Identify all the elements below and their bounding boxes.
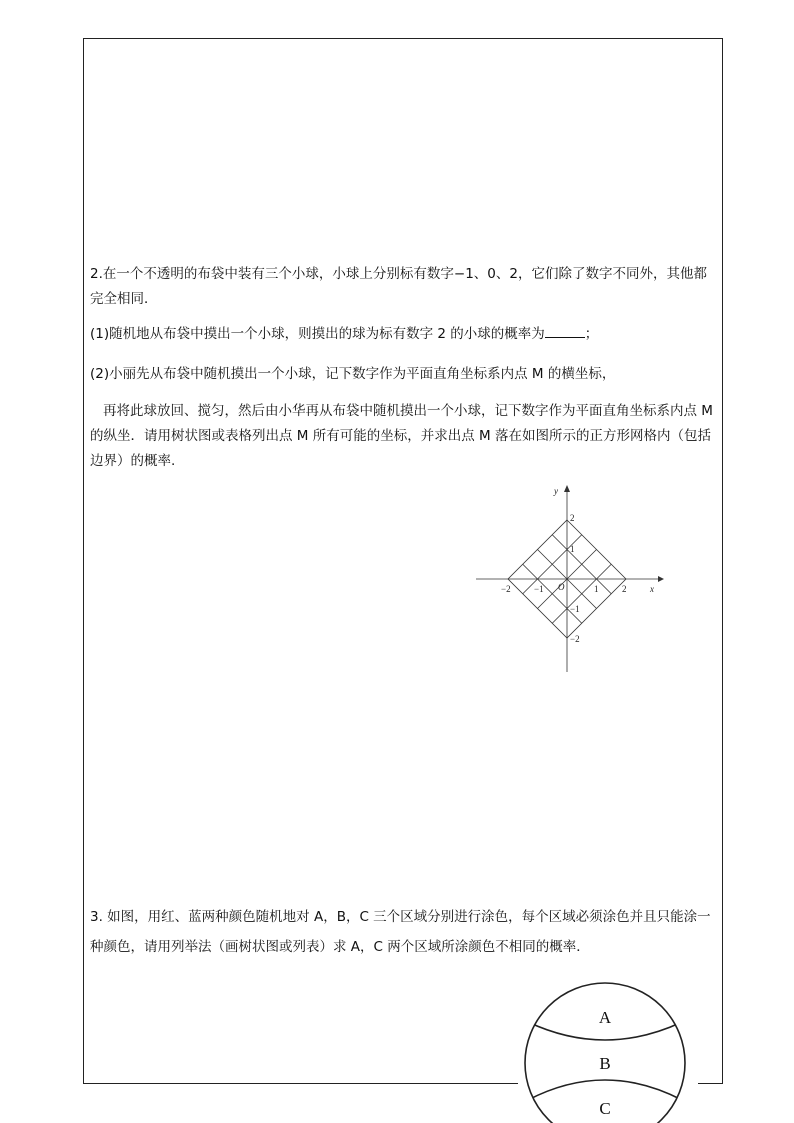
y-tick-label: 2: [570, 513, 575, 523]
x-tick-label: 1: [594, 584, 599, 594]
answer-blank: [545, 323, 585, 338]
x-tick-label: −1: [534, 584, 544, 594]
q2-part2-continued: 再将此球放回、搅匀，然后由小华再从布袋中随机摸出一个小球，记下数字作为平面直角坐标系内点 M 的纵坐．请用树状图或表格列出点 M 所有可能的坐标，并求出点 M 落在如图所示的正方形网格内（包括边界）的概率.: [90, 403, 713, 469]
coordinate-grid-figure: [470, 480, 670, 675]
origin-label: O: [558, 582, 565, 592]
x-axis-label: x: [650, 584, 654, 594]
q2-part1-text: (1)随机地从布袋中摸出一个小球，则摸出的球为标有数字 2 的小球的概率为: [90, 326, 545, 342]
y-tick-label: −1: [570, 604, 580, 614]
q2-intro: 2.在一个不透明的布袋中装有三个小球，小球上分别标有数字−1、0、2，它们除了数字不同外，其他都完全相同．: [90, 266, 707, 307]
y-tick-label: −2: [570, 634, 580, 644]
y-axis-arrow: [564, 485, 570, 492]
q3-text: 3. 如图，用红、蓝两种颜色随机地对 A，B，C 三个区域分别进行涂色，每个区域必须涂色并且只能涂一种颜色，请用列举法（画树状图或列表）求 A，C 两个区域所涂颜色不相同的概率．: [90, 909, 711, 955]
x-axis-arrow: [658, 576, 664, 582]
region-label-a: A: [598, 1008, 612, 1027]
q2-part2: (2)小丽先从布袋中随机摸出一个小球，记下数字作为平面直角坐标系内点 M 的横坐标，: [90, 366, 616, 382]
x-tick-label: 2: [622, 584, 627, 594]
region-label-c: C: [599, 1099, 611, 1118]
region-label-b: B: [599, 1054, 611, 1073]
x-tick-label: −2: [501, 584, 511, 594]
q2-part1: [90, 322, 720, 347]
colored-regions-figure: [518, 978, 698, 1123]
y-axis-label: y: [554, 486, 558, 496]
y-tick-label: 1: [570, 544, 575, 554]
q2-part1-end: ；: [584, 326, 599, 342]
